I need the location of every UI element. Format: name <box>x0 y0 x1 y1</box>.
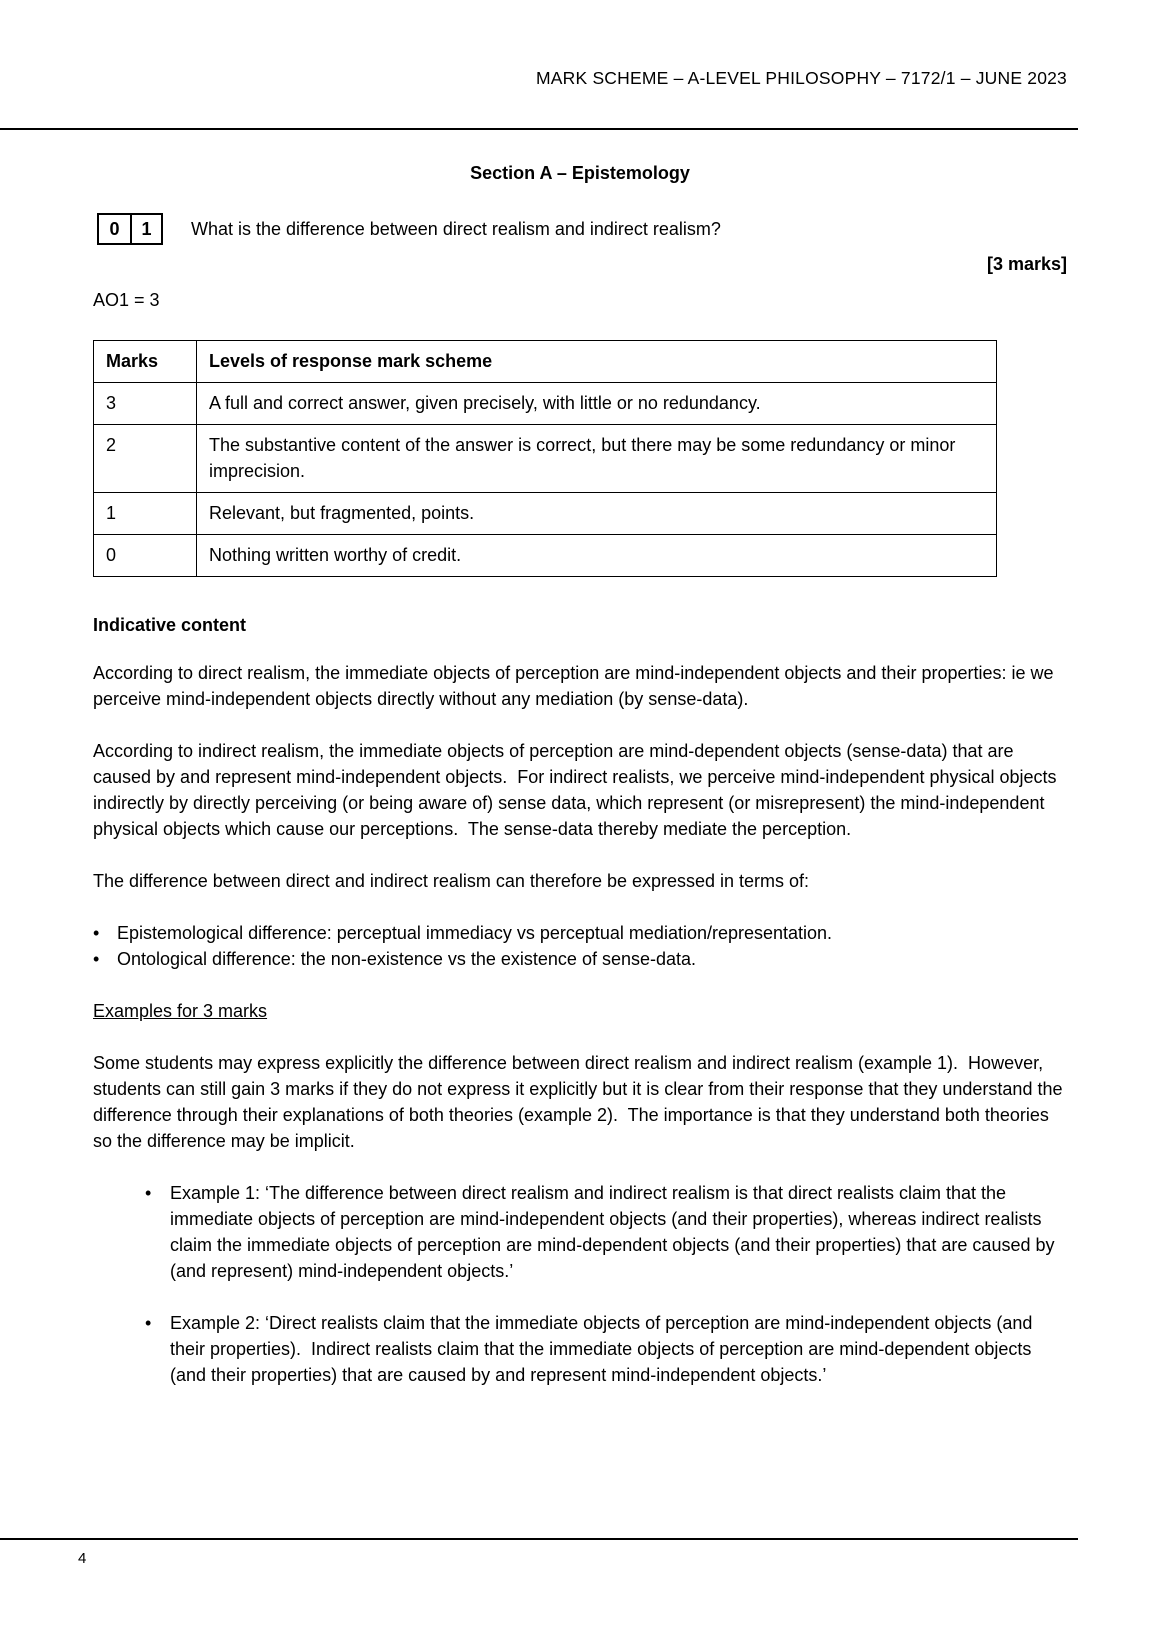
bullet-icon <box>93 946 117 972</box>
difference-bullet-list <box>93 920 1067 972</box>
examples-heading <box>93 998 1067 1024</box>
table-row <box>94 493 997 535</box>
table-cell-marks: 2 <box>94 425 197 493</box>
section-heading: Section A – Epistemology <box>470 163 690 183</box>
table-cell-description: Nothing written worthy of credit. <box>197 535 997 577</box>
paragraph-indirect-realism: According to indirect realism, the immediate objects of perception are mind-dependent objects (sense-data) that are caused by and represent mind-independent objects. For indirect realists, we perceive mind-independent physical objects indirectly by directly perceiving (or being aware of) sense data, which represent (or misrepresent) the mind-independent physical objects which cause our perceptions. The sense-data thereby mediate the perception. <box>93 741 1062 839</box>
list-item-text: Epistemological difference: perceptual immediacy vs perceptual mediation/representation. <box>117 923 833 943</box>
example-text: Example 1: ‘The difference between direct realism and indirect realism is that direct realists claim that the immediate objects of perception are mind-independent objects (and their properties), whereas indirect realists claim the immediate objects of perception are mind-dependent objects (and their properties) that are caused by (and represent) mind-independent objects.’ <box>170 1183 1060 1281</box>
marks-allocation: [3 marks] <box>986 254 1067 274</box>
paragraph-examples-intro: Some students may express explicitly the difference between direct realism and indirect realism (example 1). However, students can still gain 3 marks if they do not express it explicitly but it is clear from their response that they understand the difference through their explanations of both theories (example 2). The importance is that they understand both theories so the difference may be implicit. <box>93 1053 1068 1151</box>
paragraph-difference-intro: The difference between direct and indirect realism can therefore be expressed in terms of: <box>93 871 810 891</box>
footer-divider <box>0 1538 1078 1540</box>
table-header-marks: Marks <box>94 341 197 383</box>
indicative-content-heading: Indicative content <box>93 615 247 635</box>
examples-heading-text: Examples for 3 marks <box>93 1001 268 1021</box>
document-title: MARK SCHEME – A-LEVEL PHILOSOPHY – 7172/1 – JUNE 2023 <box>536 68 1067 88</box>
table-row <box>94 425 997 493</box>
table-row <box>94 535 997 577</box>
table-header-row <box>94 341 997 383</box>
question-row <box>93 213 1067 245</box>
list-item-example-2 <box>93 1310 1067 1388</box>
list-item <box>93 946 1067 972</box>
bullet-icon <box>93 920 117 946</box>
example-text: Example 2: ‘Direct realists claim that the immediate objects of perception are mind-independent objects (and their properties). Indirect realists claim that the immediate objects of perception are mind-dependent objects (and their properties) that are caused by and represent mind-independent objects.’ <box>170 1313 1038 1385</box>
paragraph-direct-realism: According to direct realism, the immediate objects of perception are mind-independent objects and their properties: ie we perceive mind-independent objects directly without any mediation (by sense-data). <box>93 663 1059 709</box>
header-divider <box>0 128 1078 130</box>
document-header <box>0 0 1158 89</box>
table-header-levels: Levels of response mark scheme <box>197 341 997 383</box>
page-content <box>0 162 1158 1388</box>
page-number: 4 <box>78 1550 87 1567</box>
list-item <box>93 920 1067 946</box>
question-number-box <box>97 213 163 245</box>
table-cell-marks: 1 <box>94 493 197 535</box>
table-cell-description: Relevant, but fragmented, points. <box>197 493 997 535</box>
list-item-text: Ontological difference: the non-existence vs the existence of sense-data. <box>117 949 697 969</box>
table-row <box>94 383 997 425</box>
table-cell-description: A full and correct answer, given precisely, with little or no redundancy. <box>197 383 997 425</box>
bullet-icon <box>145 1310 170 1388</box>
list-item-example-1 <box>93 1180 1067 1284</box>
examples-list <box>93 1180 1067 1388</box>
table-cell-description: The substantive content of the answer is correct, but there may be some redundancy or minor imprecision. <box>197 425 997 493</box>
table-cell-marks: 0 <box>94 535 197 577</box>
assessment-objective: AO1 = 3 <box>93 290 160 310</box>
levels-of-response-table <box>93 340 997 577</box>
question-number-digit-2: 1 <box>130 215 161 243</box>
bullet-icon <box>145 1180 170 1284</box>
table-cell-marks: 3 <box>94 383 197 425</box>
question-text: What is the difference between direct realism and indirect realism? <box>191 219 721 239</box>
question-number-digit-1: 0 <box>109 219 120 239</box>
